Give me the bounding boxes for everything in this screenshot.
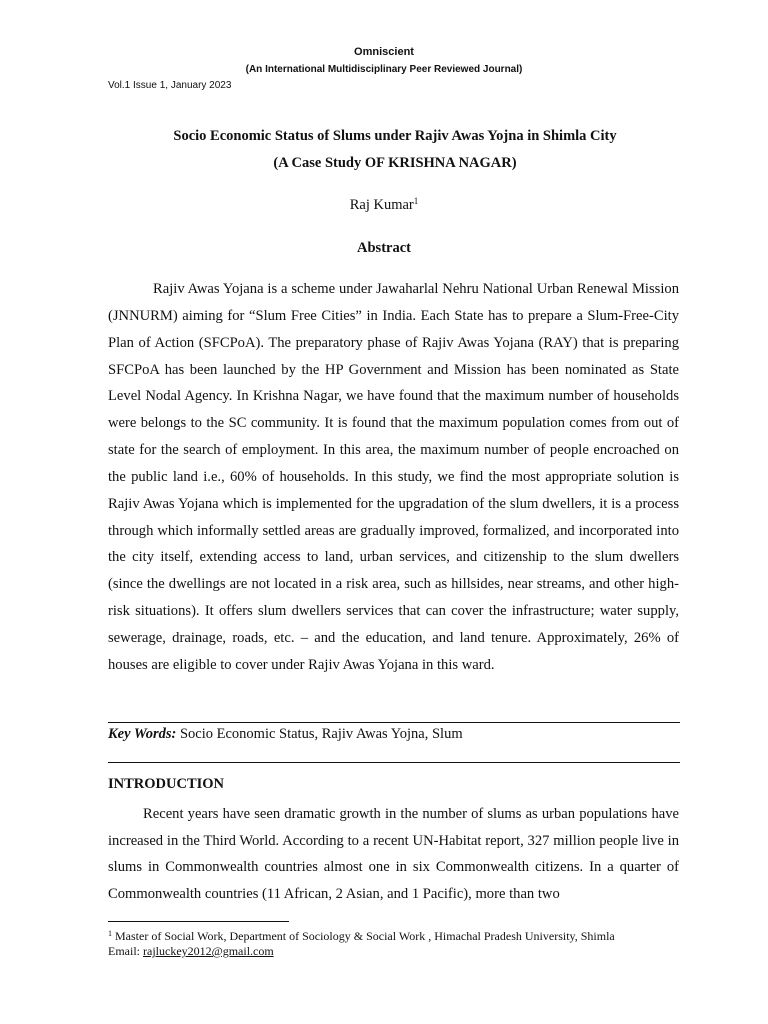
keywords-text: Socio Economic Status, Rajiv Awas Yojna, Slum: [176, 726, 463, 742]
footnote-affiliation: Master of Social Work, Department of Sociology & Social Work , Himachal Pradesh University, Shimla: [112, 929, 615, 943]
abstract-text: Rajiv Awas Yojana is a scheme under Jawaharlal Nehru National Urban Renewal Mission (JNNURM) aiming for “Slum Free Cities” in India. Each State has to prepare a Slum-Free-City Plan of Action (SFCPoA). The preparatory phase of Rajiv Awas Yojana (RAY) that is preparing SFCPoA has been launched by the HP Government and Mission has been nominated as State Level Nodal Agency. In Krishna Nagar, we have found that the maximum number of households were belongs to the SC community. It is found that the maximum population comes from out of state for the search of employment. In this area, the maximum number of people encroached on the public land i.e., 60% of households. In this study, we find the most appropriate solution is Rajiv Awas Yojana which is implemented for the upgradation of the slum dwellers, it is a process through which informally settled areas are gradually improved, formalized, and incorporated into the city itself, extending access to land, urban services, and citizenship to the slum dwellers (since the dwellings are not located in a risk area, such as hillsides, near streams, and other high-risk situations). It offers slum dwellers services that can cover the infrastructure; water supply, sewerage, drainage, roads, etc. – and the education, and land tenure. Approximately, 26% of houses are eligible to cover under Rajiv Awas Yojana in this ward.: [108, 281, 679, 673]
paper-subtitle: (A Case Study OF KRISHNA NAGAR): [273, 155, 517, 171]
footnote-email-line: [108, 944, 708, 959]
journal-subtitle: (An International Multidisciplinary Peer Reviewed Journal): [245, 64, 523, 75]
footnote: [108, 929, 708, 959]
keywords-top-rule: [108, 722, 680, 723]
keywords-label: Key Words:: [108, 726, 177, 742]
footnote-marker: 1: [108, 929, 112, 938]
email-link[interactable]: rajluckey2012@gmail.com: [143, 944, 274, 958]
footnote-email-label: Email:: [108, 944, 143, 958]
introduction-heading: INTRODUCTION: [108, 776, 225, 792]
keywords-bottom-rule: [108, 762, 680, 763]
paper-title: Socio Economic Status of Slums under Rajiv Awas Yojna in Shimla City: [173, 128, 617, 144]
introduction-text: Recent years have seen dramatic growth in the number of slums as urban populations have increased in the Third World. According to a recent UN-Habitat report, 327 million people live in slums in Commonwealth countries almost one in six Commonwealth citizens. In a quarter of Commonwealth countries (11 African, 2 Asian, and 1 Pacific), more than two: [108, 806, 679, 902]
author-line: [0, 197, 768, 214]
footnote-affiliation-line: [108, 929, 708, 944]
keywords-line: [108, 726, 463, 743]
issue-info: Vol.1 Issue 1, January 2023: [108, 80, 232, 91]
footnote-separator: [108, 921, 289, 922]
journal-name: Omniscient: [354, 46, 414, 58]
author-footnote-marker: 1: [413, 196, 419, 206]
abstract-heading: Abstract: [357, 240, 411, 256]
author-name: Raj Kumar: [349, 197, 414, 213]
